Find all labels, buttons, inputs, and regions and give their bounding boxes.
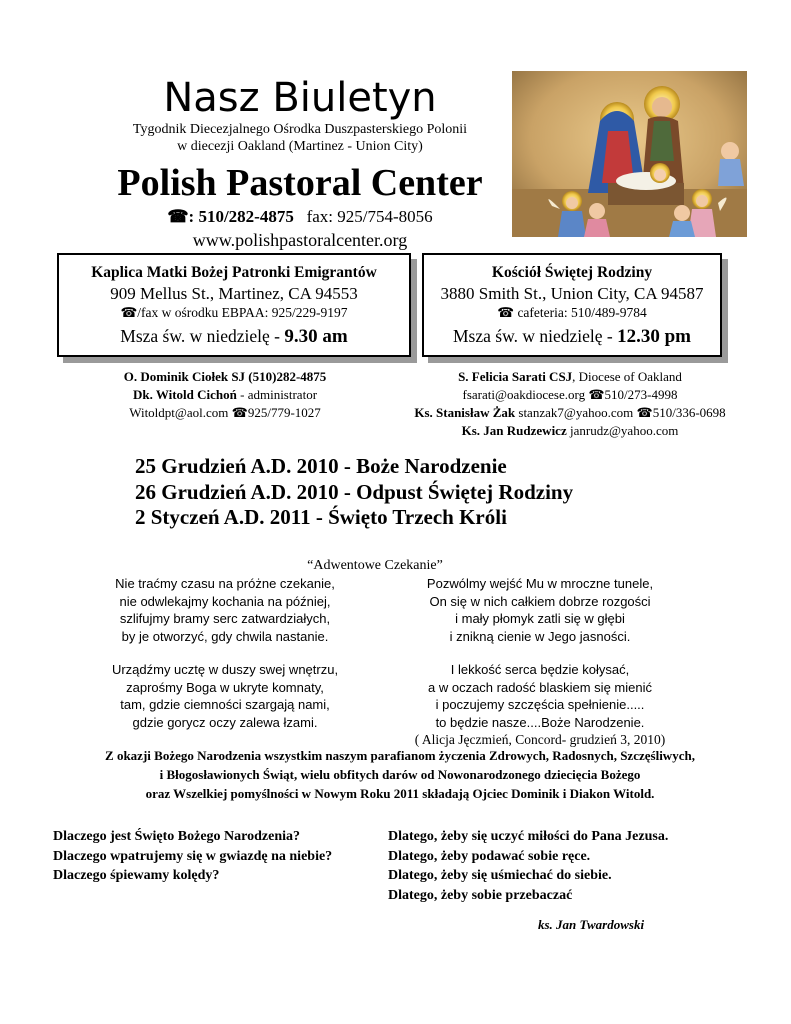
chapel-phone-text: /fax w ośrodku EBPAA: 925/229-9197 <box>137 305 348 320</box>
qa-question: Dlaczego jest Święto Bożego Narodzenia? <box>53 829 301 844</box>
contact-name: S. Felicia Sarati CSJ <box>458 369 573 384</box>
poem-attribution: ( Alicja Jęczmień, Concord- grudzień 3, 2010) <box>414 732 666 747</box>
poem-line: zaprośmy Boga w ukryte komnaty, <box>126 679 324 695</box>
website-url: www.polishpastoralcenter.org <box>192 230 408 250</box>
contact-role: - administrator <box>236 387 318 402</box>
contact-name: Ks. Stanisław Żak <box>414 405 516 420</box>
wishes-line: Z okazji Bożego Narodzenia wszystkim naszym parafianom życzenia Zdrowych, Radosnych, Szczęśliwych, <box>105 748 695 763</box>
contact-line <box>100 206 500 227</box>
wishes-line: i Błogosławionych Świąt, wielu obfitych darów od Nowonarodzonego dziecięcia Bożego <box>159 767 641 782</box>
mass-time: 9.30 am <box>284 326 348 347</box>
contact-line <box>380 404 760 422</box>
poem-line: tam, gdzie ciemności szargają nami, <box>120 697 330 712</box>
poem-line: to będzie nasze....Boże Narodzenie. <box>435 714 645 730</box>
christmas-wishes <box>60 746 740 803</box>
main-phone: : 510/282-4875 <box>188 207 294 226</box>
qa-answer: Dlatego, żeby się uśmiechać do siebie. <box>388 868 612 883</box>
poem-line: Urządźmy ucztę w duszy swej wnętrzu, <box>111 662 339 677</box>
phone-icon: ☎ <box>588 387 605 402</box>
qa-answer: Dlatego, żeby sobie przebaczać <box>388 887 573 903</box>
contact-phone: 925/779-1027 <box>247 405 321 420</box>
church-phone-text: cafeteria: 510/489-9784 <box>517 305 647 320</box>
poem-line: nie odwlekajmy kochania na później, <box>119 593 331 609</box>
church-name: Kościół Świętej Rodziny <box>491 264 653 281</box>
mass-label: Msza św. w niedzielę - <box>120 326 280 346</box>
feast-dates <box>135 454 573 531</box>
contact-email: stanzak7@yahoo.com <box>515 405 637 420</box>
qa-answers <box>388 827 668 905</box>
wishes-line: oraz Wszelkiej pomyślności w Nowym Roku 2011 składają Ojciec Dominik i Diakon Witold. <box>145 786 655 801</box>
qa-questions <box>53 827 332 886</box>
contacts-left <box>80 368 370 422</box>
phone-icon: ☎ <box>231 405 248 420</box>
mass-time: 12.30 pm <box>617 326 691 347</box>
feast-date: 26 Grudzień A.D. 2010 - Odpust Świętej Rodziny <box>135 479 574 504</box>
main-fax: fax: 925/754-8056 <box>306 207 433 226</box>
contact-phone: 510/273-4998 <box>604 387 678 402</box>
nativity-scene-image <box>512 71 747 237</box>
qa-answer: Dlatego, żeby się uczyć miłości do Pana Jezusa. <box>388 829 669 844</box>
contact-email: janrudz@yahoo.com <box>566 423 679 438</box>
poem-title: “Adwentowe Czekanie” <box>307 558 443 573</box>
poem-line: Pozwólmy wejść Mu w mroczne tunele, <box>426 576 654 591</box>
phone-icon: ☎ <box>167 207 189 226</box>
church-info-box <box>422 253 722 357</box>
contacts-right <box>380 368 760 440</box>
poem-line: Nie traćmy czasu na próżne czekanie, <box>115 576 335 591</box>
poem-column-left <box>80 575 370 731</box>
contact-line <box>380 386 760 404</box>
feast-date: 25 Grudzień A.D. 2010 - Boże Narodzenie <box>135 454 507 478</box>
feast-date: 2 Styczeń A.D. 2011 - Święto Trzech Króli <box>135 505 507 529</box>
poem-line: a w oczach radość blaskiem się mienić <box>428 679 652 695</box>
quote-author: ks. Jan Twardowski <box>538 917 645 932</box>
church-phone <box>424 304 720 322</box>
subtitle-line: w diecezji Oakland (Martinez - Union City) <box>177 139 423 154</box>
phone-icon: ☎ <box>120 305 138 320</box>
chapel-info-box <box>57 253 411 357</box>
center-name: Polish Pastoral Center <box>117 162 483 204</box>
contact-email: fsarati@oakdiocese.org <box>462 387 589 402</box>
contact-line <box>380 422 760 440</box>
poem-line: i poczujemy szczęścia spełnienie..... <box>435 697 645 712</box>
contact-line <box>380 368 760 386</box>
poem-line: I lekkość serca będzie kołysać, <box>450 662 630 677</box>
qa-question: Dlaczego wpatrujemy się w gwiazdę na niebie? <box>53 848 333 864</box>
mass-label: Msza św. w niedzielę - <box>453 326 613 346</box>
bulletin-subtitle <box>100 121 500 155</box>
phone-icon: ☎ <box>497 305 515 320</box>
qa-question: Dlaczego śpiewamy kolędy? <box>53 868 220 883</box>
contact-name: Dk. Witold Cichoń <box>132 387 237 402</box>
chapel-mass <box>59 324 409 349</box>
church-mass <box>424 324 720 349</box>
poem-column-right <box>380 575 700 749</box>
phone-icon: ☎ <box>636 405 653 420</box>
poem-line: gdzie gorycz oczy zalewa łzami. <box>132 714 318 730</box>
contact-line <box>80 386 370 404</box>
church-address: 3880 Smith St., Union City, CA 94587 <box>440 284 704 303</box>
qa-answer: Dlatego, żeby podawać sobie ręce. <box>388 848 591 864</box>
poem-line: i mały płomyk zatli się w głębi <box>455 611 625 626</box>
poem-line: by je otworzyć, gdy chwila nastanie. <box>121 628 329 644</box>
chapel-name: Kaplica Matki Bożej Patronki Emigrantów <box>91 264 377 281</box>
poem-line: On się w nich całkiem dobrze rozgości <box>429 593 651 609</box>
contact-org: , Diocese of Oakland <box>572 369 682 384</box>
contact-name: Ks. Jan Rudzewicz <box>461 423 567 438</box>
contact-line: O. Dominik Ciołek SJ (510)282-4875 <box>123 369 327 384</box>
chapel-address: 909 Mellus St., Martinez, CA 94553 <box>110 284 358 303</box>
contact-email: Witoldpt@aol.com <box>129 405 232 420</box>
subtitle-line: Tygodnik Diecezjalnego Ośrodka Duszpasterskiego Polonii <box>132 122 468 137</box>
poem-line: i znikną cienie w Jego jasności. <box>449 628 631 644</box>
contact-line <box>80 404 370 422</box>
bulletin-title: Nasz Biuletyn <box>163 75 437 121</box>
contact-phone: 510/336-0698 <box>652 405 726 420</box>
poem-line: szlifujmy bramy serc zatwardziałych, <box>119 611 331 626</box>
chapel-phone <box>59 304 409 322</box>
